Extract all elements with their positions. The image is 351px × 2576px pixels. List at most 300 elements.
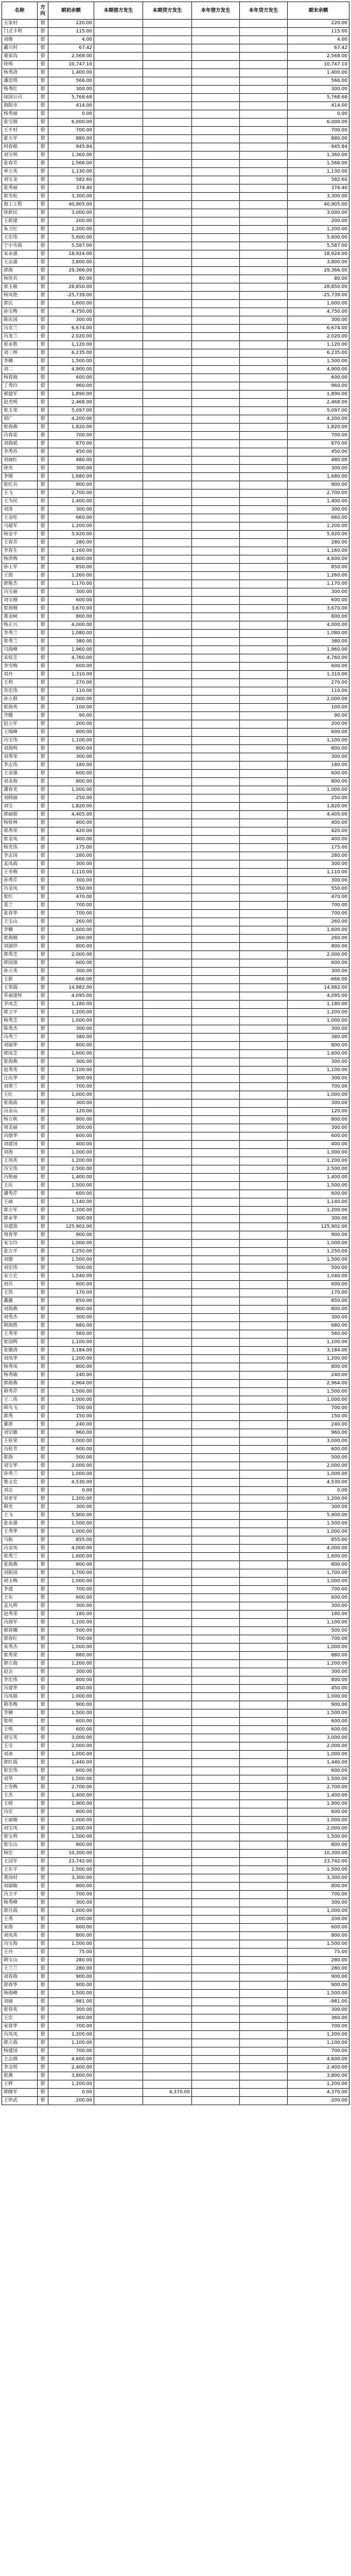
cell-period-debit (94, 671, 143, 679)
cell-period-credit (143, 1289, 192, 1297)
cell-period-credit (143, 1817, 192, 1825)
cell-period-debit (94, 2056, 143, 2064)
table-row (2, 1437, 349, 1446)
cell-direction: 借 (38, 465, 48, 473)
cell-name: 邢秀荣 (2, 827, 38, 836)
cell-period-debit (94, 391, 143, 399)
cell-opening-balance: 600.00 (48, 597, 94, 605)
cell-period-debit (94, 1157, 143, 1165)
table-row (2, 1215, 349, 1223)
table-row (2, 1273, 349, 1281)
cell-direction: 借 (38, 1470, 48, 1479)
cell-name: 王秀荣 (2, 1330, 38, 1338)
cell-period-debit (94, 325, 143, 333)
table-row (2, 1660, 349, 1668)
cell-name: 崔红兵 (2, 481, 38, 489)
cell-period-credit (143, 1718, 192, 1726)
cell-period-credit (143, 1907, 192, 1916)
cell-closing-balance: 300.00 (288, 316, 349, 325)
cell-closing-balance: 1,600.00 (288, 300, 349, 308)
cell-opening-balance: 900.00 (48, 1701, 94, 1709)
cell-year-credit (240, 1314, 288, 1322)
cell-direction: 借 (38, 110, 48, 118)
cell-closing-balance: 400.00 (288, 836, 349, 844)
cell-closing-balance: 800.00 (288, 1676, 349, 1685)
cell-year-debit (192, 1421, 240, 1429)
cell-opening-balance: 2,468.00 (48, 399, 94, 407)
cell-year-debit (192, 745, 240, 753)
cell-closing-balance: 5,920.00 (288, 531, 349, 539)
cell-period-debit (94, 201, 143, 209)
cell-year-debit (192, 489, 240, 498)
table-row (2, 918, 349, 926)
cell-year-debit (192, 852, 240, 860)
col-header-period-debit: 本期借方发生 (94, 2, 143, 20)
cell-period-debit (94, 1132, 143, 1141)
cell-period-credit (143, 110, 192, 118)
cell-period-debit (94, 1652, 143, 1660)
cell-direction: 借 (38, 1751, 48, 1759)
cell-direction: 借 (38, 168, 48, 176)
cell-opening-balance: 900.00 (48, 481, 94, 489)
cell-period-debit (94, 1594, 143, 1602)
cell-opening-balance: 1,820.00 (48, 803, 94, 811)
cell-year-debit (192, 2014, 240, 2023)
table-row (2, 819, 349, 827)
cell-opening-balance: 700.00 (48, 910, 94, 918)
table-row (2, 481, 349, 489)
cell-year-credit (240, 1017, 288, 1025)
cell-direction: 借 (38, 968, 48, 976)
cell-opening-balance: 115.00 (48, 28, 94, 36)
cell-year-credit (240, 1001, 288, 1009)
cell-name: 黄金树 (2, 613, 38, 621)
cell-year-credit (240, 745, 288, 753)
cell-period-debit (94, 514, 143, 522)
cell-year-credit (240, 102, 288, 110)
cell-year-credit (240, 325, 288, 333)
cell-direction: 借 (38, 2097, 48, 2105)
cell-opening-balance: 80.00 (48, 275, 94, 283)
cell-closing-balance: 600.00 (288, 1718, 349, 1726)
cell-direction: 借 (38, 1446, 48, 1454)
cell-year-credit (240, 1718, 288, 1726)
cell-closing-balance: 1,200.00 (288, 1660, 349, 1668)
table-row (2, 160, 349, 168)
cell-opening-balance: 945.84 (48, 143, 94, 151)
cell-direction: 借 (38, 836, 48, 844)
table-row (2, 1198, 349, 1207)
cell-period-credit (143, 992, 192, 1001)
cell-name: 王丽敏 (2, 1817, 38, 1825)
cell-closing-balance: 600.00 (288, 770, 349, 778)
cell-year-debit (192, 456, 240, 465)
cell-opening-balance: 1,400.00 (48, 498, 94, 506)
table-row (2, 1108, 349, 1116)
cell-year-credit (240, 1479, 288, 1487)
cell-period-debit (94, 1792, 143, 1800)
cell-closing-balance: 300.00 (288, 1058, 349, 1066)
cell-direction: 借 (38, 918, 48, 926)
cell-year-debit (192, 423, 240, 432)
cell-year-debit (192, 1108, 240, 1116)
cell-year-debit (192, 704, 240, 712)
cell-year-debit (192, 1948, 240, 1957)
table-row (2, 2023, 349, 2031)
cell-year-credit (240, 292, 288, 300)
cell-period-debit (94, 1503, 143, 1512)
cell-year-debit (192, 1668, 240, 1676)
cell-opening-balance: 600.00 (48, 1132, 94, 1141)
cell-opening-balance: 450.00 (48, 1685, 94, 1693)
cell-closing-balance: 3,300.00 (288, 193, 349, 201)
cell-year-debit (192, 1462, 240, 1470)
table-row (2, 1742, 349, 1751)
table-row (2, 893, 349, 902)
cell-closing-balance: 115.00 (288, 28, 349, 36)
cell-year-credit (240, 555, 288, 564)
ledger-body (2, 20, 349, 2105)
table-row (2, 1701, 349, 1709)
cell-direction: 借 (38, 1957, 48, 1965)
cell-year-credit (240, 794, 288, 803)
cell-period-credit (143, 259, 192, 267)
cell-opening-balance: 700.00 (48, 127, 94, 135)
table-row (2, 959, 349, 968)
cell-period-credit (143, 1413, 192, 1421)
cell-period-debit (94, 1479, 143, 1487)
table-row (2, 226, 349, 234)
cell-direction: 借 (38, 1404, 48, 1413)
cell-year-debit (192, 1660, 240, 1668)
cell-direction: 借 (38, 1330, 48, 1338)
cell-year-credit (240, 918, 288, 926)
cell-closing-balance: 1,400.00 (288, 1174, 349, 1182)
cell-direction: 借 (38, 1528, 48, 1536)
cell-period-credit (143, 646, 192, 654)
cell-period-credit (143, 69, 192, 77)
cell-opening-balance: 300.00 (48, 1668, 94, 1676)
cell-period-credit (143, 1223, 192, 1231)
cell-closing-balance: 4,370.00 (288, 2089, 349, 2097)
cell-closing-balance: 1,500.00 (288, 1520, 349, 1528)
cell-year-debit (192, 959, 240, 968)
cell-period-debit (94, 720, 143, 728)
table-row (2, 745, 349, 753)
cell-name: 冯建华 (2, 1685, 38, 1693)
cell-year-credit (240, 36, 288, 44)
cell-year-debit (192, 555, 240, 564)
cell-year-credit (240, 696, 288, 704)
cell-closing-balance: 1,500.00 (288, 1833, 349, 1841)
cell-opening-balance: 870.00 (48, 440, 94, 448)
cell-opening-balance: 1,140.00 (48, 1198, 94, 1207)
cell-period-credit (143, 1503, 192, 1512)
cell-year-debit (192, 341, 240, 349)
cell-opening-balance: 1,100.00 (48, 737, 94, 745)
cell-period-debit (94, 217, 143, 226)
cell-year-debit (192, 1841, 240, 1850)
cell-period-credit (143, 728, 192, 737)
cell-name: 杨光伟 (2, 844, 38, 852)
cell-year-credit (240, 118, 288, 127)
cell-direction: 借 (38, 143, 48, 151)
cell-period-credit (143, 1965, 192, 1973)
table-row (2, 1528, 349, 1536)
cell-year-debit (192, 1990, 240, 1998)
cell-year-credit (240, 1149, 288, 1157)
cell-year-debit (192, 547, 240, 555)
table-row (2, 1643, 349, 1652)
cell-closing-balance: 300.00 (288, 1025, 349, 1033)
cell-year-debit (192, 1371, 240, 1380)
cell-name: 崔金凤 (2, 836, 38, 844)
cell-year-debit (192, 1553, 240, 1561)
cell-direction: 借 (38, 630, 48, 638)
cell-opening-balance: 40,905.00 (48, 201, 94, 209)
table-row (2, 2047, 349, 2056)
cell-direction: 借 (38, 514, 48, 522)
cell-direction: 借 (38, 1685, 48, 1693)
cell-year-debit (192, 1223, 240, 1231)
cell-period-credit (143, 860, 192, 869)
cell-period-credit (143, 2080, 192, 2089)
cell-period-debit (94, 1231, 143, 1240)
cell-direction: 借 (38, 1157, 48, 1165)
cell-year-debit (192, 860, 240, 869)
table-row (2, 209, 349, 217)
table-row (2, 1371, 349, 1380)
table-row (2, 53, 349, 61)
table-row (2, 1330, 349, 1338)
cell-closing-balance: 700.00 (288, 127, 349, 135)
table-row (2, 1042, 349, 1050)
cell-closing-balance: 200.00 (288, 217, 349, 226)
cell-direction: 借 (38, 885, 48, 893)
cell-name: 董唐 (2, 1421, 38, 1429)
cell-name: 赵光明 (2, 399, 38, 407)
cell-period-debit (94, 943, 143, 951)
cell-year-debit (192, 481, 240, 489)
cell-year-debit (192, 193, 240, 201)
cell-opening-balance: 1,400.00 (48, 1174, 94, 1182)
cell-closing-balance: 380.00 (288, 638, 349, 646)
table-row (2, 366, 349, 374)
cell-name: 海工工程 (2, 201, 38, 209)
cell-closing-balance: 29,366.00 (288, 267, 349, 275)
cell-period-credit (143, 465, 192, 473)
cell-opening-balance: 700.00 (48, 902, 94, 910)
cell-direction: 借 (38, 935, 48, 943)
cell-name: 赵立军 (2, 720, 38, 728)
cell-period-credit (143, 1421, 192, 1429)
cell-opening-balance: 4,760.00 (48, 654, 94, 663)
cell-year-credit (240, 2014, 288, 2023)
cell-period-credit (143, 893, 192, 902)
cell-year-debit (192, 1198, 240, 1207)
table-row (2, 1611, 349, 1619)
cell-period-credit (143, 770, 192, 778)
cell-year-credit (240, 1404, 288, 1413)
cell-period-debit (94, 473, 143, 481)
cell-direction: 借 (38, 1058, 48, 1066)
cell-opening-balance: 180.00 (48, 761, 94, 770)
cell-opening-balance: 300.00 (48, 1124, 94, 1132)
cell-closing-balance: 280.00 (288, 1965, 349, 1973)
cell-closing-balance: 600.00 (288, 1190, 349, 1198)
cell-closing-balance: 1,140.00 (288, 1198, 349, 1207)
cell-opening-balance: 960.00 (48, 1429, 94, 1437)
cell-period-debit (94, 968, 143, 976)
cell-direction: 借 (38, 522, 48, 531)
cell-direction: 借 (38, 877, 48, 885)
table-row (2, 1817, 349, 1825)
cell-year-debit (192, 2031, 240, 2039)
cell-year-credit (240, 1990, 288, 1998)
cell-opening-balance: 100.00 (48, 704, 94, 712)
cell-year-debit (192, 976, 240, 984)
cell-year-debit (192, 1965, 240, 1973)
cell-direction: 借 (38, 36, 48, 44)
cell-name: 郭艳杰 (2, 580, 38, 588)
table-row (2, 333, 349, 341)
cell-period-credit (143, 1981, 192, 1990)
cell-period-credit (143, 1009, 192, 1017)
table-row (2, 94, 349, 102)
cell-year-credit (240, 1965, 288, 1973)
cell-year-debit (192, 605, 240, 613)
table-row (2, 1833, 349, 1841)
cell-year-credit (240, 1124, 288, 1132)
cell-year-credit (240, 737, 288, 745)
cell-period-debit (94, 2023, 143, 2031)
cell-closing-balance: 1,600.00 (288, 1553, 349, 1561)
cell-closing-balance: 250.00 (288, 794, 349, 803)
cell-name: 王仲武 (2, 2097, 38, 2105)
cell-closing-balance: 260.00 (288, 935, 349, 943)
cell-period-debit (94, 1116, 143, 1124)
cell-period-debit (94, 1363, 143, 1371)
cell-year-credit (240, 1734, 288, 1742)
header-row (2, 2, 349, 20)
cell-period-debit (94, 786, 143, 794)
cell-year-credit (240, 1676, 288, 1685)
cell-period-debit (94, 728, 143, 737)
cell-closing-balance: 1,500.00 (288, 358, 349, 366)
cell-period-credit (143, 1891, 192, 1899)
cell-opening-balance: 3,184.00 (48, 1347, 94, 1355)
cell-opening-balance: 2,400.00 (48, 2064, 94, 2072)
cell-direction: 借 (38, 366, 48, 374)
table-row (2, 605, 349, 613)
cell-name: 李刚 (2, 473, 38, 481)
cell-closing-balance: 960.00 (288, 382, 349, 391)
cell-name: 刘二 (2, 366, 38, 374)
cell-opening-balance: 300.00 (48, 1314, 94, 1322)
cell-period-debit (94, 308, 143, 316)
cell-period-debit (94, 423, 143, 432)
cell-period-credit (143, 1470, 192, 1479)
cell-opening-balance: 1,200.00 (48, 1157, 94, 1165)
cell-direction: 借 (38, 1033, 48, 1042)
cell-name: 丁秀玲 (2, 382, 38, 391)
cell-name: 五家村 (2, 20, 38, 28)
cell-period-credit (143, 1256, 192, 1264)
cell-period-debit (94, 1058, 143, 1066)
table-row (2, 382, 349, 391)
cell-year-debit (192, 770, 240, 778)
cell-opening-balance: 300.00 (48, 506, 94, 514)
cell-year-debit (192, 358, 240, 366)
cell-year-credit (240, 1355, 288, 1363)
cell-direction: 借 (38, 976, 48, 984)
cell-period-debit (94, 1528, 143, 1536)
cell-opening-balance: 14,982.00 (48, 984, 94, 992)
cell-opening-balance: 4,000.00 (48, 621, 94, 630)
cell-opening-balance: 23,742.00 (48, 1858, 94, 1866)
table-row (2, 489, 349, 498)
cell-year-debit (192, 1495, 240, 1503)
cell-period-credit (143, 737, 192, 745)
cell-year-credit (240, 1998, 288, 2006)
table-row (2, 827, 349, 836)
cell-closing-balance: 200.00 (288, 720, 349, 728)
cell-period-debit (94, 663, 143, 671)
cell-year-debit (192, 127, 240, 135)
cell-period-credit: 4,370.00 (143, 2089, 192, 2097)
table-row (2, 1404, 349, 1413)
cell-year-credit (240, 852, 288, 860)
cell-name: 冯宝丽 (2, 588, 38, 597)
cell-period-credit (143, 1742, 192, 1751)
cell-name: 崔宏伟 (2, 1767, 38, 1775)
cell-direction: 借 (38, 827, 48, 836)
cell-direction: 借 (38, 1520, 48, 1528)
cell-name: 刘秀杰 (2, 1314, 38, 1322)
cell-year-debit (192, 926, 240, 935)
cell-opening-balance: 1,200.00 (48, 522, 94, 531)
cell-direction: 借 (38, 1495, 48, 1503)
cell-year-credit (240, 1182, 288, 1190)
cell-closing-balance: 1,440.00 (288, 1759, 349, 1767)
table-row (2, 1009, 349, 1017)
cell-direction: 借 (38, 1808, 48, 1817)
cell-opening-balance: 800.00 (48, 1561, 94, 1569)
cell-year-credit (240, 234, 288, 242)
cell-year-credit (240, 1429, 288, 1437)
cell-direction: 借 (38, 1149, 48, 1157)
cell-name: 赵秀荣 (2, 1611, 38, 1619)
cell-year-debit (192, 374, 240, 382)
cell-year-credit (240, 844, 288, 852)
cell-year-credit (240, 1817, 288, 1825)
cell-year-debit (192, 951, 240, 959)
cell-period-credit (143, 1924, 192, 1932)
cell-year-debit (192, 1437, 240, 1446)
cell-year-credit (240, 877, 288, 885)
cell-name: 王丽 (2, 1198, 38, 1207)
cell-year-debit (192, 2023, 240, 2031)
cell-period-credit (143, 1174, 192, 1182)
cell-year-credit (240, 522, 288, 531)
cell-year-credit (240, 1611, 288, 1619)
cell-direction: 借 (38, 1066, 48, 1075)
cell-direction: 借 (38, 902, 48, 910)
cell-year-credit (240, 1528, 288, 1536)
cell-year-debit (192, 20, 240, 28)
cell-year-debit (192, 1578, 240, 1586)
cell-direction: 借 (38, 1833, 48, 1841)
